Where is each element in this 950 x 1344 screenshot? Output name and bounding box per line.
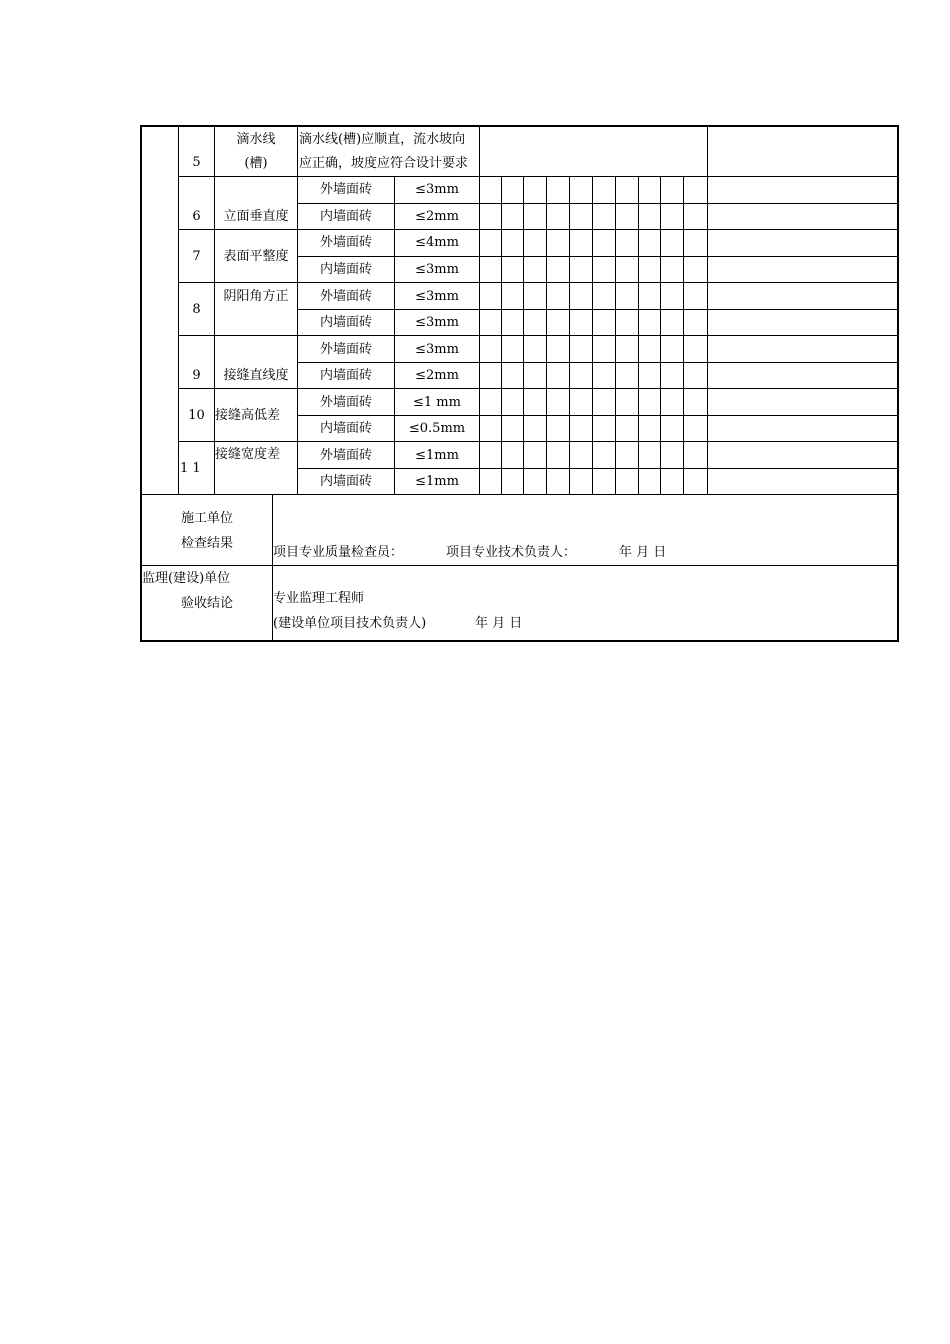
row-10-number: 10 [188,408,205,423]
col-divider [638,177,639,495]
row-10-interior-label: 内墙面砖 [319,421,372,436]
supervising-engineer: 专业监理工程师 [273,591,365,606]
row-11-item: 接缝宽度差 [215,447,281,462]
technical-lead-signature: 项目专业技术负责人： [446,545,577,560]
row-5-number: 5 [192,155,201,170]
row-divider [179,176,899,177]
col-divider [479,127,480,495]
col-divider [501,177,502,495]
row-divider [179,229,899,230]
row-7-exterior-tolerance: ≤4mm [415,235,459,250]
row-5-item-line1: 滴水线 [236,132,276,147]
col-divider [546,177,547,495]
section-divider [142,494,899,495]
row-divider [298,256,899,257]
supervision-date: 年 月 日 [475,616,523,631]
row-11-exterior-label: 外墙面砖 [319,448,372,463]
row-divider [179,388,899,389]
row-9-interior-tolerance: ≤2mm [415,368,459,383]
row-8-exterior-tolerance: ≤3mm [415,289,459,304]
row-divider [179,282,899,283]
row-7-interior-label: 内墙面砖 [319,262,372,277]
row-9-number: 9 [192,368,201,383]
construction-date: 年 月 日 [619,545,667,560]
col-divider [214,127,215,495]
row-11-interior-tolerance: ≤1mm [415,474,459,489]
col-divider [615,177,616,495]
row-10-exterior-label: 外墙面砖 [319,395,372,410]
row-divider [298,203,899,204]
quality-inspector-signature: 项目专业质量检查员： [273,545,404,560]
section-divider [142,565,899,566]
construction-label-line1: 施工单位 [180,511,233,526]
row-6-interior-tolerance: ≤2mm [415,209,459,224]
row-divider [298,362,899,363]
row-7-item: 表面平整度 [223,249,289,264]
row-9-item: 接缝直线度 [223,368,289,383]
row-11-exterior-tolerance: ≤1mm [415,448,459,463]
supervision-label-line2: 验收结论 [180,596,233,611]
row-7-interior-tolerance: ≤3mm [415,262,459,277]
row-9-exterior-label: 外墙面砖 [319,342,372,357]
supervision-label-line1: 监理(建设)单位 [142,571,231,586]
row-8-interior-label: 内墙面砖 [319,315,372,330]
row-divider [179,335,899,336]
row-10-item: 接缝高低差 [215,408,281,423]
row-9-exterior-tolerance: ≤3mm [415,342,459,357]
inspection-form-table [140,125,899,642]
row-6-interior-label: 内墙面砖 [319,209,372,224]
owner-technical-lead: (建设单位项目技术负责人) [273,616,427,631]
row-6-exterior-label: 外墙面砖 [319,182,372,197]
row-6-exterior-tolerance: ≤3mm [415,182,459,197]
construction-label-line2: 检查结果 [180,536,233,551]
row-6-number: 6 [192,209,201,224]
col-divider [523,177,524,495]
row-11-interior-label: 内墙面砖 [319,474,372,489]
row-10-exterior-tolerance: ≤1 mm [413,395,461,410]
row-divider [298,415,899,416]
row-divider [298,468,899,469]
row-9-interior-label: 内墙面砖 [319,368,372,383]
row-8-number: 8 [192,302,201,317]
row-8-exterior-label: 外墙面砖 [319,289,372,304]
row-7-number: 7 [192,249,201,264]
row-11-number: 1 1 [180,461,201,476]
row-divider [179,441,899,442]
row-8-interior-tolerance: ≤3mm [415,315,459,330]
row-10-interior-tolerance: ≤0.5mm [408,421,466,436]
col-divider [592,177,593,495]
row-5-item-line2: (槽) [244,156,268,171]
row-5-requirement-line1: 滴水线(槽)应顺直，流水坡向 [299,132,466,147]
row-5-requirement-line2: 应正确，坡度应符合设计要求 [299,156,469,171]
row-divider [298,309,899,310]
col-divider [707,127,708,495]
col-divider [660,177,661,495]
col-divider [683,177,684,495]
row-8-item: 阴阳角方正 [223,289,289,304]
row-6-item: 立面垂直度 [223,209,289,224]
row-7-exterior-label: 外墙面砖 [319,235,372,250]
col-divider [569,177,570,495]
